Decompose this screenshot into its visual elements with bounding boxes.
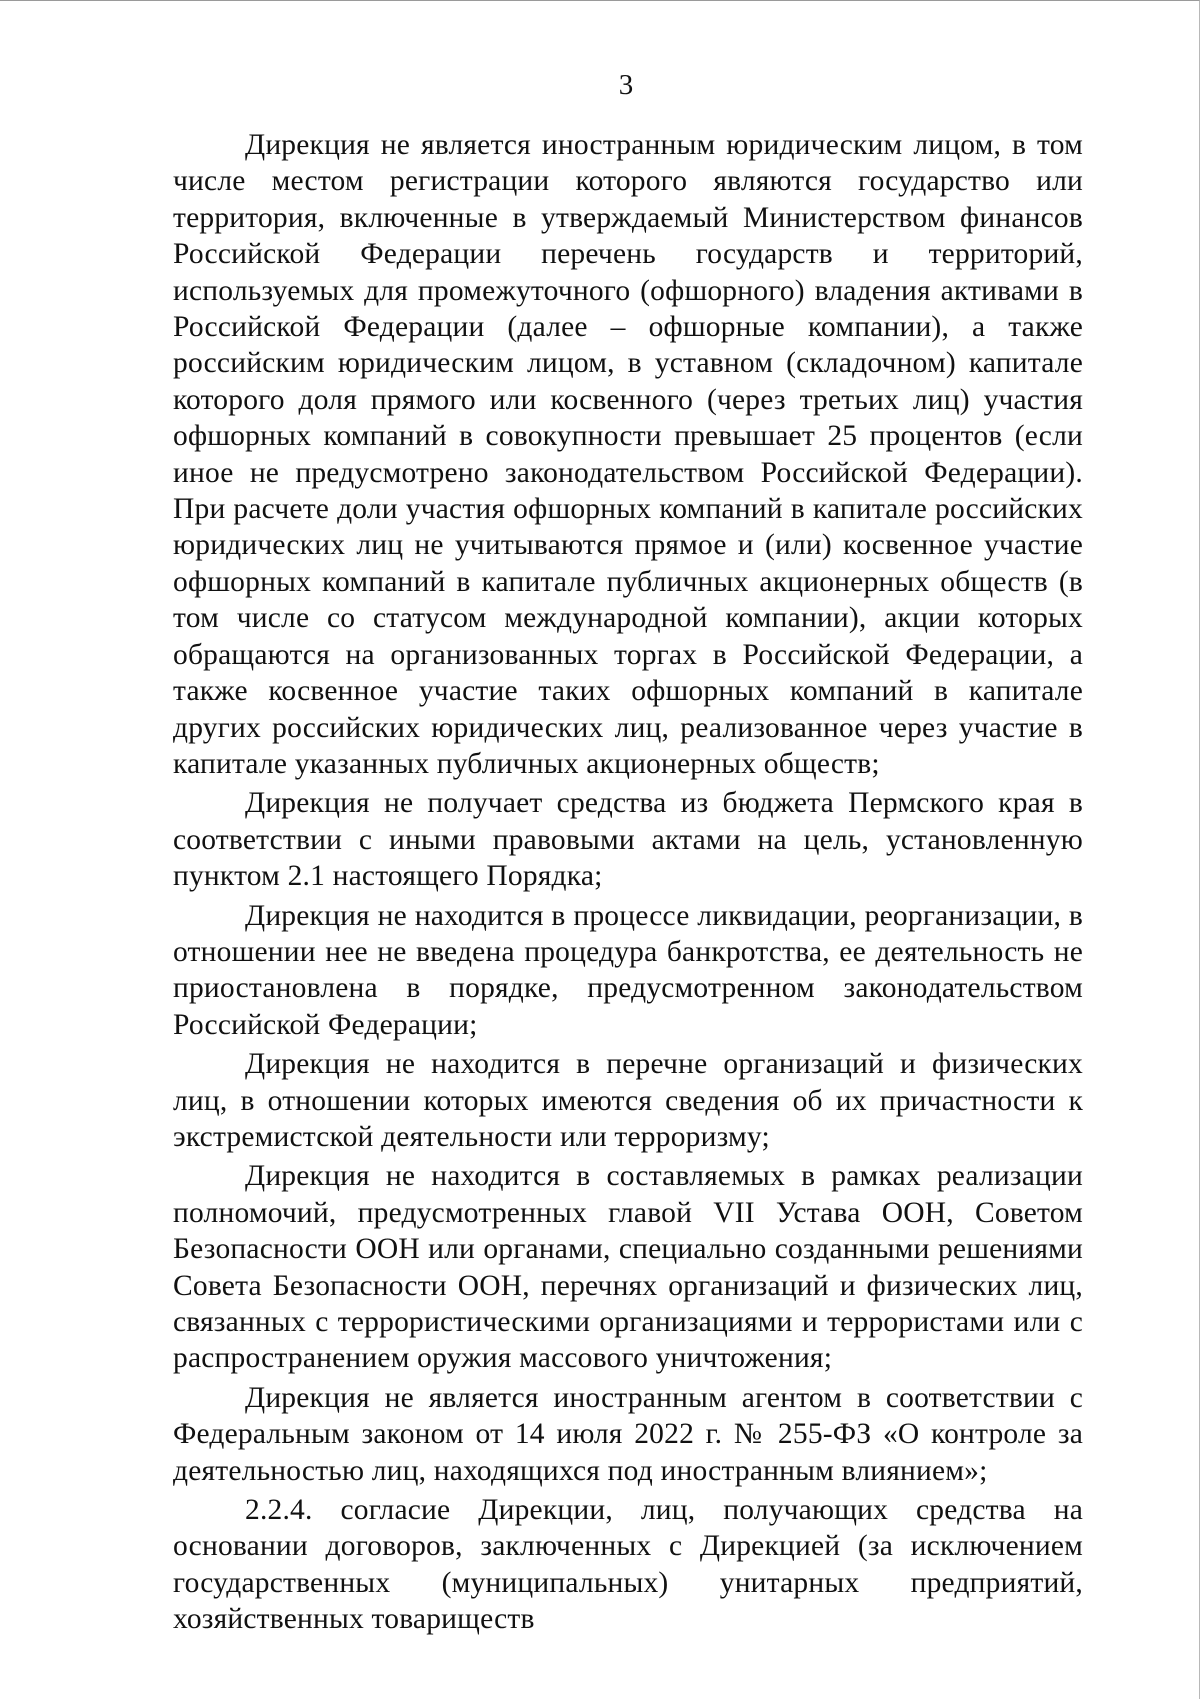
paragraph-offshore: Дирекция не является иностранным юридическим лицом, в том числе местом регистрации которого являются государство или территория, включенные в утверждаемый Министерством финансов Российской Федерации перечень государств и территорий, используемых для промежуточного (офшорного) владения активами в Российской Федерации (далее – офшорные компании), а также российским юридическим лицом, в уставном (складочном) капитале которого доля прямого или косвенного (через третьих лиц) участия офшорных компаний в совокупности превышает 25 процентов (если иное не предусмотрено законодательством Российской Федерации). При расчете доли участия офшорных компаний в капитале российских юридических лиц не учитываются прямое и (или) косвенное участие офшорных компаний в капитале публичных акционерных обществ (в том числе со статусом международной компании), акции которых обращаются на организованных торгах в Российской Федерации, а также косвенное участие таких офшорных компаний в капитале других российских юридических лиц, реализованное через участие в капитале указанных публичных акционерных обществ; [173, 129, 1083, 780]
paragraph-un-sanctions: Дирекция не находится в составляемых в рамках реализации полномочий, предусмотренных главой VII Устава ООН, Советом Безопасности ООН или органами, специально созданными решениями Совета Безопасности ООН, перечнях организаций и физических лиц, связанных с террористическими организациями и террористами или с распространением оружия массового уничтожения; [173, 1160, 1083, 1375]
paragraph-extremism: Дирекция не находится в перечне организаций и физических лиц, в отношении которых имеются сведения об их причастности к экстремистской деятельности или терроризму; [173, 1048, 1083, 1153]
page-number: 3 [618, 69, 634, 101]
paragraph-liquidation: Дирекция не находится в процессе ликвидации, реорганизации, в отношении нее не введена процедура банкротства, ее деятельность не приостановлена в порядке, предусмотренном законодательством Российской Федерации; [173, 899, 1083, 1041]
document-body [173, 127, 1083, 1638]
paragraph-budget: Дирекция не получает средства из бюджета Пермского края в соответствии с иными правовыми актами на цель, установленную пунктом 2.1 настоящего Порядка; [173, 787, 1083, 893]
paragraph-foreign-agent: Дирекция не является иностранным агентом в соответствии с Федеральным законом от 14 июля 2022 г. № 255-ФЗ «О контроле за деятельностью лиц, находящихся под иностранным влиянием»; [173, 1381, 1083, 1487]
paragraph-consent: 2.2.4. согласие Дирекции, лиц, получающих средства на основании договоров, заключенных с Дирекцией (за исключением государственных (муниципальных) унитарных предприятий, хозяйственных товариществ [173, 1494, 1083, 1636]
